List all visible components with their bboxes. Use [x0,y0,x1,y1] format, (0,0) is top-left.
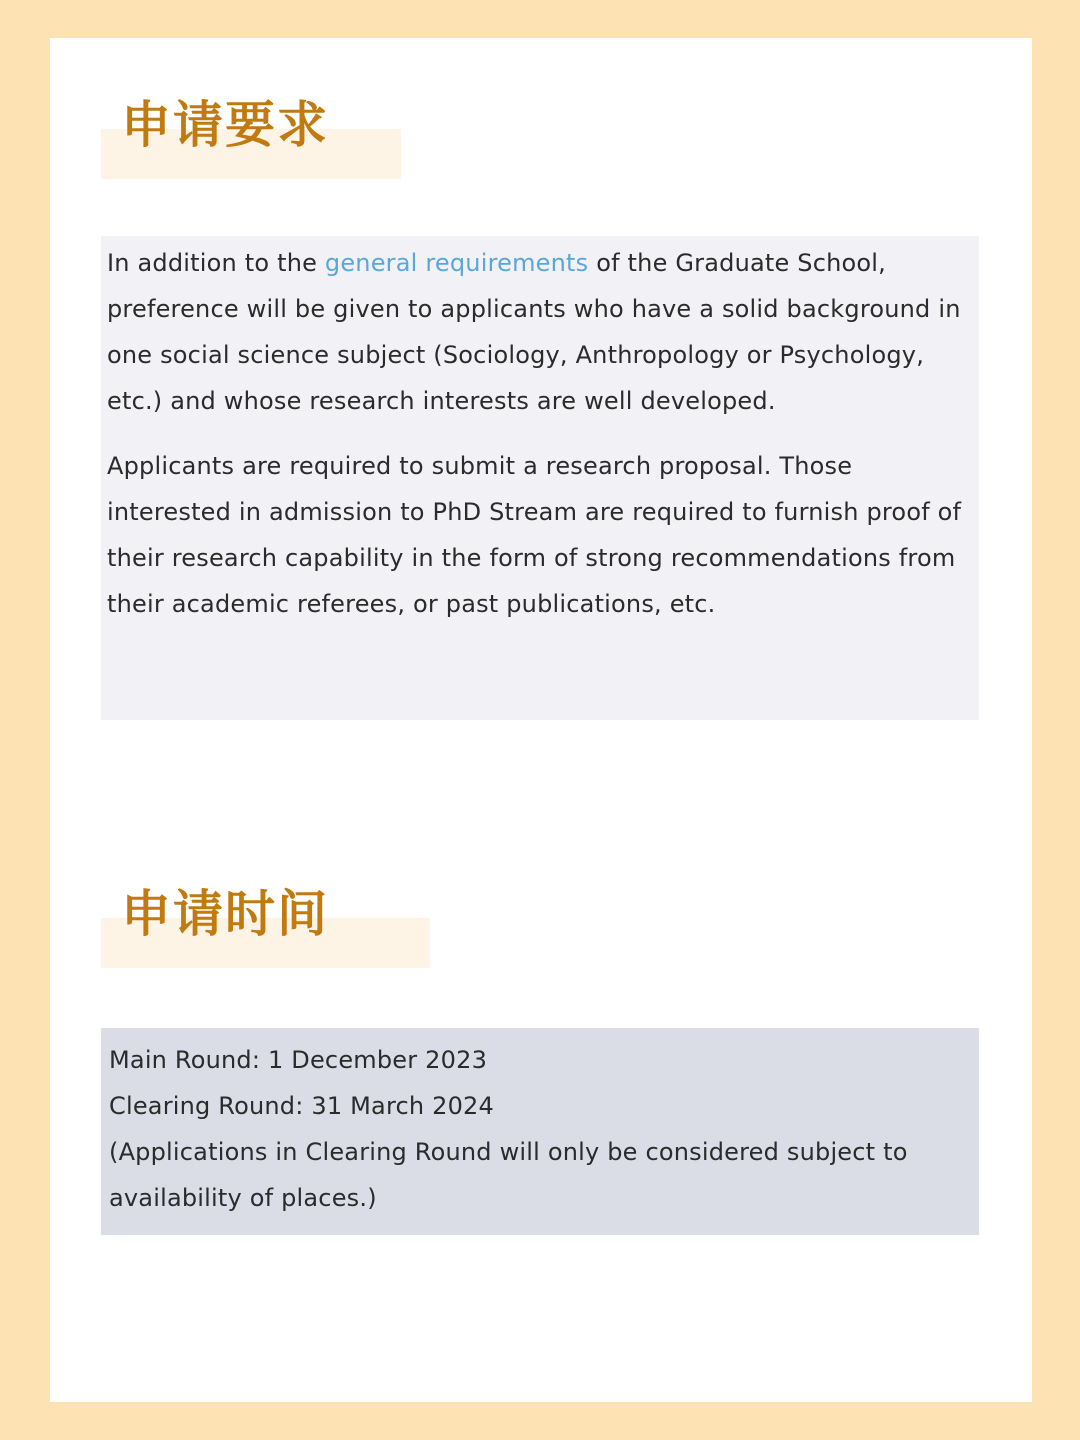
content-card [50,38,1032,1402]
clearing-round-line: Clearing Round: 31 March 2024 [109,1092,494,1120]
requirements-title: 申请要求 [121,96,329,154]
requirements-paragraph-1 [107,240,973,424]
paragraph-text: of the Graduate School, preference will be given to applicants who have a solid background in one social science subject (Sociology, Anthropology or Psychology, etc.) and whose research interests are well developed. [107,249,961,415]
requirements-paragraph-2: Applicants are required to submit a research proposal. Those interested in admission to PhD Stream are required to furnish proof of their research capability in the form of strong recommendations from their academic referees, or past publications, etc. [107,452,962,618]
general-requirements-link[interactable]: general requirements [324,249,589,277]
paragraph-text: In addition to the [107,249,325,277]
timeline-panel [101,1028,979,1235]
timeline-heading [101,884,430,968]
main-round-line: Main Round: 1 December 2023 [109,1046,488,1074]
clearing-round-note: (Applications in Clearing Round will only be considered subject to availability of places.) [109,1138,908,1212]
requirements-panel [101,236,979,720]
timeline-title: 申请时间 [121,885,329,943]
requirements-heading [101,95,401,179]
